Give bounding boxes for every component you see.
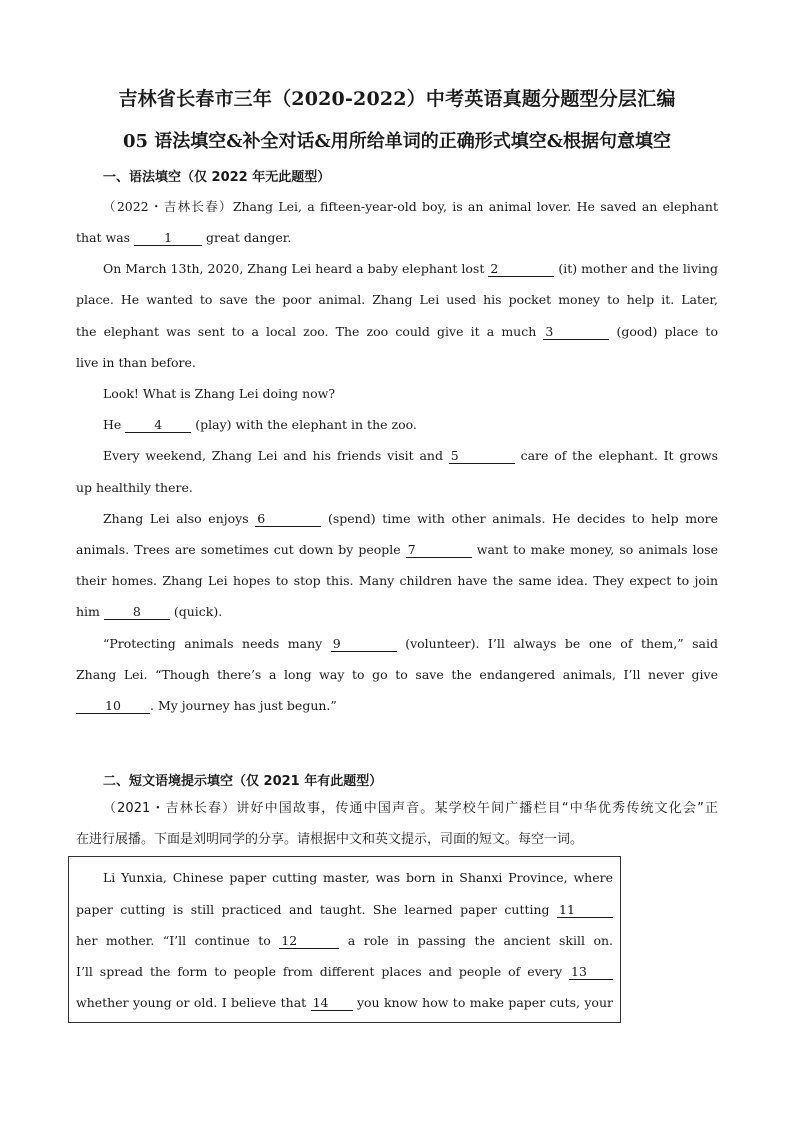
passage-1-line (76, 542, 718, 558)
line-text: (spend) time with other animals. He decides to help more (321, 511, 718, 526)
answer-blank-6[interactable]: 6 (255, 512, 321, 527)
answer-blank-9[interactable]: 9 (331, 637, 397, 652)
passage-1-line (103, 261, 718, 277)
line-text: live in than before. (76, 355, 196, 370)
passage-1-line (76, 355, 718, 371)
line-text: (quick). (169, 604, 223, 619)
line-text: up healthily there. (76, 480, 193, 495)
document-title: 吉林省长春市三年（2020-2022）中考英语真题分题型分层汇编 (118, 88, 676, 110)
passage-2-line (103, 870, 613, 886)
document-subtitle: 05 语法填空&补全对话&用所给单词的正确形式填空&根据句意填空 (122, 131, 672, 152)
line-text: Look! What is Zhang Lei doing now? (103, 386, 336, 401)
answer-blank-13[interactable]: 13 (569, 965, 613, 980)
line-text: (play) with the elephant in the zoo. (191, 417, 417, 432)
line-text: her mother. “I’ll continue to (76, 933, 280, 948)
line-text: (it) mother and the living (554, 261, 718, 276)
passage-1-line (103, 448, 718, 464)
answer-blank-3[interactable]: 3 (543, 325, 609, 340)
line-text: Zhang Lei also enjoys (103, 511, 256, 526)
passage-2-line (76, 995, 613, 1011)
passage-2-line (76, 902, 613, 918)
passage-1-line (76, 698, 718, 714)
line-text: paper cutting is still practiced and taught. She learned paper cutting (76, 902, 557, 917)
answer-blank-10[interactable]: 10 (76, 699, 150, 714)
passage-1-line (103, 636, 718, 652)
passage-1-line (76, 292, 718, 308)
line-text: He (103, 417, 126, 432)
answer-blank-4[interactable]: 4 (125, 418, 191, 433)
line-text: a role in passing the ancient skill on. (339, 933, 613, 948)
line-text: “Protecting animals needs many (103, 636, 331, 651)
line-text: him (76, 604, 104, 619)
line-text: want to make money, so animals lose (471, 542, 718, 557)
answer-blank-8[interactable]: 8 (104, 605, 170, 620)
line-text: that was (76, 230, 135, 245)
line-text: care of the elephant. It grows (514, 448, 718, 463)
line-text: （2022・吉林长春）Zhang Lei, a fifteen-year-old boy, is an animal lover. He saved an elephant (103, 199, 718, 214)
passage-1-line (76, 230, 718, 246)
line-text: great danger. (202, 230, 292, 245)
line-text: (good) place to (609, 324, 718, 339)
line-text: Every weekend, Zhang Lei and his friends visit and (103, 448, 449, 463)
passage-1-line (76, 324, 718, 340)
line-text: On March 13th, 2020, Zhang Lei heard a baby elephant lost (103, 261, 489, 276)
passage-2-line (76, 933, 613, 949)
line-text: you know how to make paper cuts, your (352, 995, 613, 1010)
answer-blank-2[interactable]: 2 (488, 262, 554, 277)
passage-2-line (76, 964, 613, 980)
line-text: the elephant was sent to a local zoo. The zoo could give it a much (76, 324, 544, 339)
line-text: . My journey has just begun.” (150, 698, 337, 713)
line-text: Li Yunxia, Chinese paper cutting master, was born in Shanxi Province, where (103, 870, 613, 885)
passage-1-line (76, 667, 718, 683)
passage-1-line (76, 573, 718, 589)
answer-blank-11[interactable]: 11 (557, 903, 613, 918)
line-text: whether young or old. I believe that (76, 995, 311, 1010)
answer-blank-5[interactable]: 5 (449, 449, 515, 464)
answer-blank-12[interactable]: 12 (279, 934, 339, 949)
line-text: I’ll spread the form to people from different places and people of every (76, 964, 569, 979)
line-text: Zhang Lei. “Though there’s a long way to go to save the endangered animals, I’ll never give (76, 667, 718, 682)
passage-1-line (103, 417, 718, 433)
passage-1-line (76, 480, 718, 496)
section-1-heading: 一、语法填空（仅 2022 年无此题型） (103, 170, 331, 185)
answer-blank-7[interactable]: 7 (406, 543, 472, 558)
answer-blank-1[interactable]: 1 (134, 231, 202, 246)
passage-1-line (103, 199, 718, 215)
passage-1-line (76, 604, 718, 620)
line-text: animals. Trees are sometimes cut down by people (76, 542, 406, 557)
section-2-intro-line-1: （2021・吉林长春）讲好中国故事，传通中国声音。某学校午间广播栏目“中华优秀传统文化会”正 (103, 801, 718, 816)
line-text: their homes. Zhang Lei hopes to stop this. Many children have the same idea. They expect to join (76, 573, 718, 588)
line-text: (volunteer). I’ll always be one of them,” said (396, 636, 719, 651)
answer-blank-14[interactable]: 14 (311, 996, 353, 1011)
section-2-intro-line-2: 在进行展播。下面是刘明同学的分享。请根据中文和英文提示，司面的短文。每空一词。 (76, 832, 584, 847)
section-2-heading: 二、短文语境提示填空（仅 2021 年有此题型） (103, 774, 383, 789)
line-text: place. He wanted to save the poor animal. Zhang Lei used his pocket money to help it. Later, (76, 292, 718, 307)
passage-1-line (103, 386, 718, 402)
passage-1-line (103, 511, 718, 527)
